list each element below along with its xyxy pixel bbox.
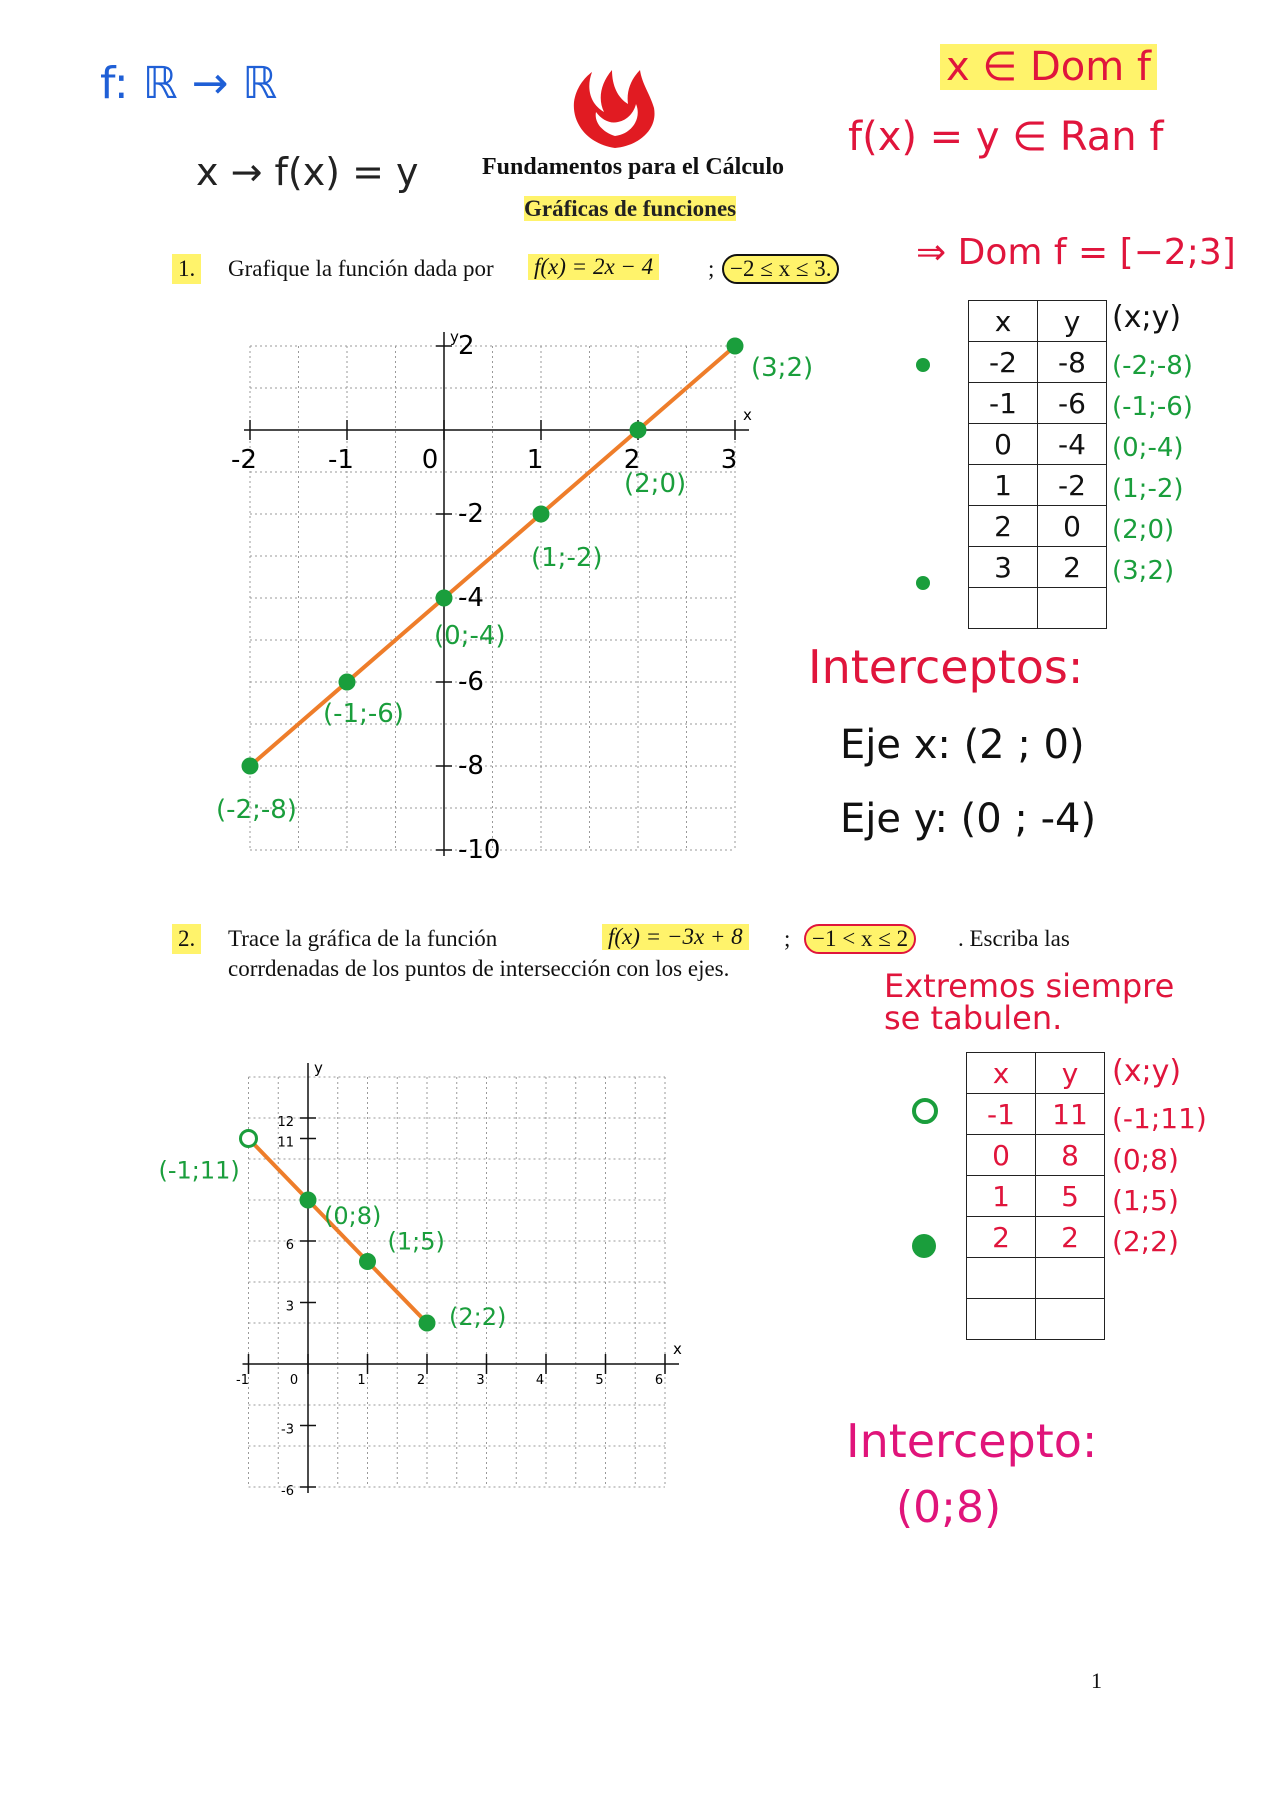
y-tick-label: 11 <box>277 1135 294 1151</box>
table-1-pair: (-1;-6) <box>1112 392 1193 422</box>
x-tick-label: -1 <box>328 445 354 475</box>
table-2-cell <box>1036 1299 1105 1340</box>
table-1-cell: 0 <box>969 424 1038 465</box>
y-tick-label: 12 <box>277 1115 294 1130</box>
table-1-cell: -6 <box>1038 383 1107 424</box>
question-2-domain: −1 < x ≤ 2 <box>804 924 916 954</box>
question-2-number: 2. <box>172 924 201 954</box>
x-tick-label: 3 <box>476 1373 485 1388</box>
point-label: (0;8) <box>324 1202 382 1230</box>
point-label: (1;-2) <box>531 543 603 573</box>
bullet-closed <box>912 1234 936 1258</box>
note-domain: x ∈ Dom f <box>940 44 1157 90</box>
data-point <box>631 423 645 437</box>
table-2-pair-header: (x;y) <box>1112 1054 1182 1089</box>
table-2-cell: 1 <box>967 1176 1036 1217</box>
table-2-header-x: x <box>967 1053 1036 1094</box>
table-2-header-y: y <box>1036 1053 1105 1094</box>
x-tick-label: 1 <box>526 445 544 475</box>
point-label: (2;0) <box>624 469 687 499</box>
note-function-mapping: f: ℝ → ℝ <box>100 58 278 109</box>
chart-1 <box>208 300 814 870</box>
data-point <box>243 759 257 773</box>
table-1-pairs <box>1112 346 1193 592</box>
x-tick-label: 4 <box>535 1373 545 1388</box>
question-1-separator: ; <box>708 256 715 281</box>
bullet-closed <box>916 358 930 372</box>
table-1-pair: (0;-4) <box>1112 433 1184 463</box>
data-point <box>420 1316 434 1330</box>
question-2-function: f(x) = −3x + 8 <box>602 924 749 950</box>
x-tick-label: 0 <box>289 1373 299 1388</box>
table-2-cell <box>967 1299 1036 1340</box>
question-1-number: 1. <box>172 254 201 284</box>
intercept-y-axis: Eje y: (0 ; -4) <box>840 796 1097 842</box>
x-axis-label: x <box>673 1340 682 1358</box>
table-1-cell: -8 <box>1038 342 1107 383</box>
question-2-note: Extremos siempre se tabulen. <box>884 967 1175 1037</box>
table-2-cell: -1 <box>967 1094 1036 1135</box>
table-2 <box>966 1052 1105 1340</box>
data-point <box>301 1193 315 1207</box>
y-tick-label: -6 <box>281 1484 294 1499</box>
y-tick-label: -3 <box>281 1422 294 1438</box>
bullet-open <box>912 1098 938 1124</box>
x-tick-label: 2 <box>416 1373 426 1388</box>
table-1-pair-header: (x;y) <box>1112 300 1182 335</box>
intercepts-title: Interceptos: <box>808 640 1084 694</box>
table-1-header-y: y <box>1038 301 1107 342</box>
chart-2 <box>150 1030 730 1550</box>
table-1-cell: -1 <box>969 383 1038 424</box>
data-point <box>340 675 354 689</box>
x-tick-label: 6 <box>654 1373 664 1388</box>
point-label: (-1;-6) <box>323 699 404 729</box>
note-function-rule: x → f(x) = y <box>196 150 419 194</box>
point-label: (3;2) <box>751 353 814 383</box>
x-tick-label: 2 <box>623 445 641 475</box>
y-axis-label: y <box>450 328 459 346</box>
y-tick-label: -2 <box>458 499 484 529</box>
y-tick-label: -6 <box>458 667 484 697</box>
y-tick-label: -4 <box>458 583 484 613</box>
table-1-pair: (2;0) <box>1112 515 1175 545</box>
question-1-domain-note: ⇒ Dom f = [−2;3] <box>916 232 1236 273</box>
data-point <box>534 507 548 521</box>
x-tick-label: -2 <box>231 445 257 475</box>
table-1-header-x: x <box>969 301 1038 342</box>
intercept-value: (0;8) <box>896 1482 1002 1533</box>
table-1 <box>968 300 1107 629</box>
y-tick-label: 2 <box>458 331 475 361</box>
table-2-cell: 2 <box>967 1217 1036 1258</box>
table-1-cell <box>969 588 1038 629</box>
table-2-pairs <box>1112 1098 1207 1262</box>
table-2-pair: (0;8) <box>1112 1143 1179 1176</box>
table-1-pair: (1;-2) <box>1112 474 1184 504</box>
question-1-function: f(x) = 2x − 4 <box>528 254 659 280</box>
intercept-title: Intercepto: <box>846 1414 1098 1468</box>
x-tick-label: 0 <box>421 445 439 475</box>
bullet-closed <box>916 576 930 590</box>
table-1-cell: 0 <box>1038 506 1107 547</box>
note-range: f(x) = y ∈ Ran f <box>848 114 1164 160</box>
table-1-cell: 3 <box>969 547 1038 588</box>
table-2-cell: 2 <box>1036 1217 1105 1258</box>
question-2-separator: ; <box>784 926 791 951</box>
table-1-cell <box>1038 588 1107 629</box>
table-1-cell: 2 <box>969 506 1038 547</box>
table-2-cell <box>1036 1258 1105 1299</box>
point-label: (1;5) <box>387 1227 445 1256</box>
x-tick-label: 5 <box>595 1373 604 1388</box>
table-1-cell: -2 <box>969 342 1038 383</box>
point-label: (2;2) <box>449 1303 507 1331</box>
y-tick-label: 6 <box>285 1238 294 1253</box>
question-2-text-line2: corrdenadas de los puntos de intersección con los ejes. <box>228 956 730 981</box>
question-2-text-continued: . Escriba las <box>958 926 1070 951</box>
table-2-cell: 11 <box>1036 1094 1105 1135</box>
data-point <box>361 1255 375 1269</box>
x-tick-label: 1 <box>357 1373 366 1388</box>
table-2-cell <box>967 1258 1036 1299</box>
table-1-cell: 1 <box>969 465 1038 506</box>
point-label: (0;-4) <box>434 621 506 651</box>
data-point <box>437 591 451 605</box>
document-title: Fundamentos para el Cálculo <box>482 154 785 180</box>
y-axis-label: y <box>314 1059 323 1077</box>
question-1-domain: −2 ≤ x ≤ 3. <box>722 254 839 284</box>
y-tick-label: 3 <box>285 1299 294 1315</box>
x-tick-label: 3 <box>720 445 738 475</box>
data-point <box>728 339 742 353</box>
question-1-text: Grafique la función dada por <box>228 256 494 281</box>
point-label: (-1;11) <box>158 1156 240 1185</box>
y-tick-label: -10 <box>458 835 501 865</box>
table-2-cell: 8 <box>1036 1135 1105 1176</box>
question-2-text: Trace la gráfica de la función <box>228 926 498 951</box>
table-1-cell: 2 <box>1038 547 1107 588</box>
table-1-cell: -2 <box>1038 465 1107 506</box>
x-axis-label: x <box>743 406 752 424</box>
table-2-pair: (1;5) <box>1112 1184 1179 1217</box>
university-logo <box>568 60 662 150</box>
table-2-pair: (-1;11) <box>1112 1102 1207 1135</box>
data-point <box>241 1131 257 1147</box>
table-1-cell: -4 <box>1038 424 1107 465</box>
table-1-pair: (3;2) <box>1112 556 1175 586</box>
y-tick-label: -8 <box>458 751 484 781</box>
table-2-cell: 0 <box>967 1135 1036 1176</box>
table-1-pair: (-2;-8) <box>1112 351 1193 381</box>
point-label: (-2;-8) <box>216 795 297 825</box>
x-tick-label: -1 <box>236 1373 249 1388</box>
intercept-x-axis: Eje x: (2 ; 0) <box>840 722 1085 768</box>
table-2-cell: 5 <box>1036 1176 1105 1217</box>
page-number: 1 <box>1091 1668 1102 1693</box>
table-2-pair: (2;2) <box>1112 1225 1179 1258</box>
document-subtitle: Gráficas de funciones <box>524 196 737 221</box>
